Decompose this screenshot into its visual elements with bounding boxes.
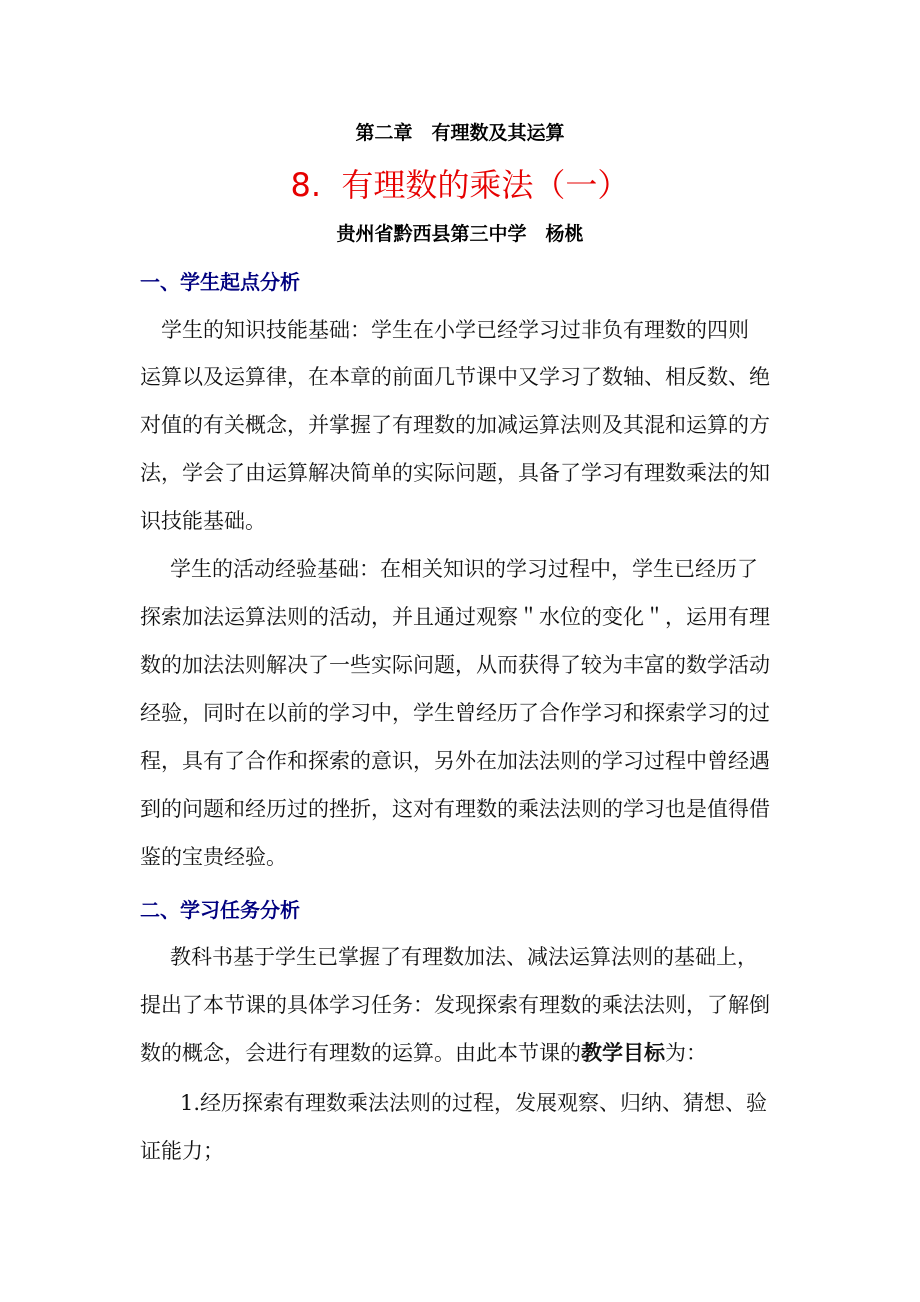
paragraph-line: 到的问题和经历过的挫折，这对有理数的乘法法则的学习也是值得借 [140,797,770,821]
paragraph-line: 提出了本节课的具体学习任务：发现探索有理数的乘法法则，了解倒 [140,993,770,1017]
paragraph-line: 识技能基础。 [140,509,266,533]
paragraph-text: 为： [665,1041,707,1065]
paragraph-line: 程，具有了合作和探索的意识，另外在加法法则的学习过程中曾经遇 [140,749,770,773]
paragraph-line: 运算以及运算律，在本章的前面几节课中又学习了数轴、相反数、绝 [140,365,770,389]
author-line: 贵州省黔西县第三中学 杨桃 [336,223,584,245]
paragraph-line: 探索加法运算法则的活动，并且通过观察＂水位的变化＂，运用有理 [140,605,770,629]
paragraph-line: 学生的活动经验基础：在相关知识的学习过程中，学生已经历了 [170,557,758,581]
paragraph-line: 鉴的宝贵经验。 [140,845,287,869]
section-heading-1: 一、学生起点分析 [140,270,300,294]
paragraph-line: 法，学会了由运算解决简单的实际问题，具备了学习有理数乘法的知 [140,461,770,485]
paragraph-line: 数的加法法则解决了一些实际问题，从而获得了较为丰富的数学活动 [140,653,770,677]
paragraph-line: 经验，同时在以前的学习中，学生曾经历了合作学习和探索学习的过 [140,701,770,725]
lesson-title: 8. 有理数的乘法（一） [290,166,630,204]
list-item: 1.经历探索有理数乘法法则的过程，发展观察、归纳、猜想、验 [180,1091,768,1115]
paragraph-line: 学生的知识技能基础：学生在小学已经学习过非负有理数的四则 [140,318,749,342]
paragraph-line: 对值的有关概念，并掌握了有理数的加减运算法则及其混和运算的方 [140,413,770,437]
list-item: 证能力； [140,1139,224,1163]
paragraph-text: 数的概念，会进行有理数的运算。由此本节课的 [140,1041,581,1065]
emphasis-text: 教学目标 [581,1040,665,1065]
paragraph-line [140,1038,707,1068]
paragraph-line: 教科书基于学生已掌握了有理数加法、减法运算法则的基础上， [170,945,758,969]
chapter-title: 第二章 有理数及其运算 [355,122,565,144]
section-heading-2: 二、学习任务分析 [140,898,300,922]
